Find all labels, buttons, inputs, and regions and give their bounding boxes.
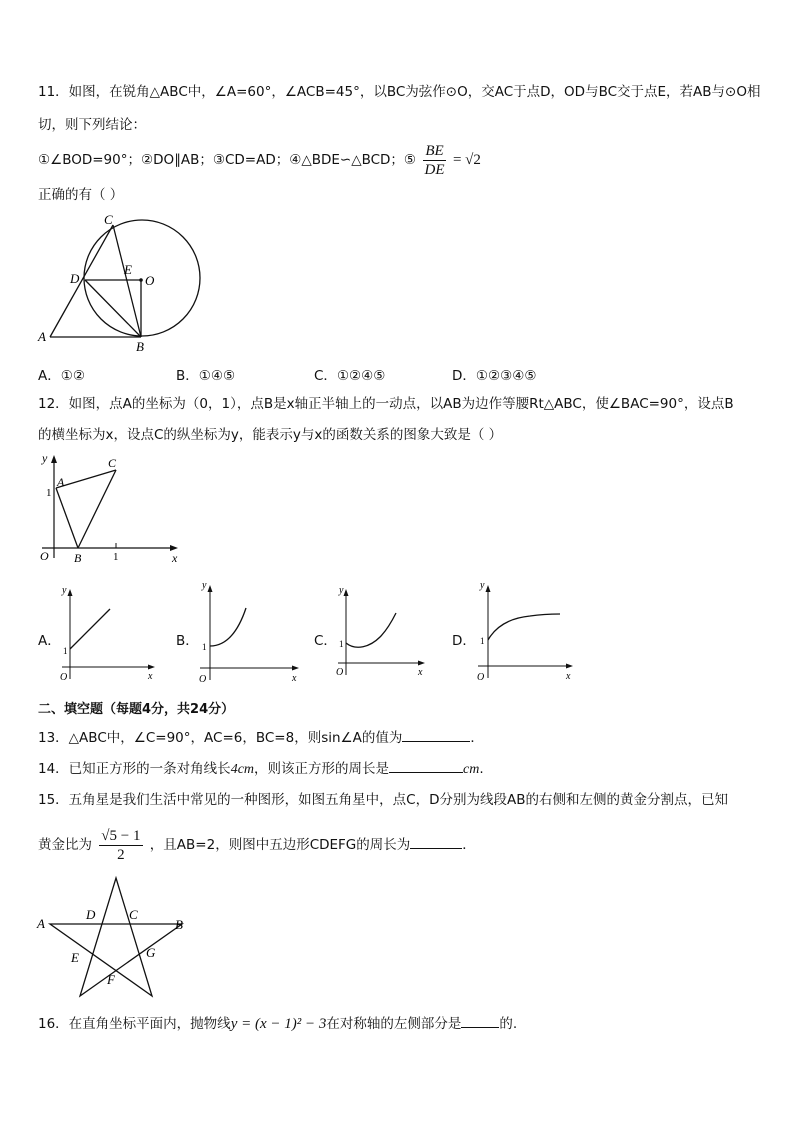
q12-label-C: C	[108, 456, 117, 470]
q11-frac-rhs: = √2	[452, 152, 481, 168]
q15-star	[50, 878, 182, 996]
q12-text-line2: 的横坐标为x，设点C的纵坐标为y，能表示y与x的函数关系的图象大致是（ ）	[38, 427, 503, 443]
q14-end: .	[479, 761, 484, 777]
q11-frac-num: BE	[425, 142, 444, 159]
q11-text-line1: 11．如图，在锐角△ABC中，∠A=60°，∠ACB=45°，以BC为弦作⊙O，交AC于点D，OD与BC交于点E，若AB与⊙O相	[38, 84, 761, 100]
q14-pre: 14．已知正方形的一条对角线长	[38, 761, 231, 777]
q11-label-B: B	[136, 339, 144, 354]
q14-answer-blank[interactable]	[389, 758, 463, 773]
svg-text:O: O	[199, 674, 207, 685]
q15-star-figure	[34, 872, 194, 1002]
q11-label-D: D	[70, 271, 80, 286]
q16-end: 的.	[499, 1016, 518, 1032]
q11-option-d-text: ①②③④⑤	[475, 368, 537, 384]
q15-answer-blank[interactable]	[410, 834, 462, 849]
svg-text:1: 1	[202, 642, 207, 652]
svg-text:O: O	[336, 667, 344, 678]
q11-circle	[84, 220, 200, 336]
q15-label-D: D	[86, 907, 96, 922]
q12-option-a-curve	[70, 609, 110, 649]
q12-option-b-curve	[210, 608, 246, 646]
svg-text:y: y	[480, 580, 485, 591]
q11-option-c-letter: C．	[314, 368, 337, 384]
q16-post: 在对称轴的左侧部分是	[326, 1016, 462, 1032]
q13-line	[38, 727, 484, 747]
q12-option-b-graph[interactable]	[196, 580, 304, 688]
q11-center-dot	[139, 278, 143, 282]
q12-label-B: B	[74, 551, 82, 565]
q12-y-arrow	[51, 455, 57, 463]
q16-formula: y = (x − 1)² − 3	[230, 1016, 327, 1032]
q15-label-A: A	[37, 916, 45, 931]
svg-text:1: 1	[339, 639, 344, 649]
q11-segment-AC	[50, 225, 113, 337]
q12-option-a-letter[interactable]: A．	[38, 633, 61, 649]
q12-option-d-curve	[488, 614, 560, 640]
svg-text:x: x	[292, 673, 297, 684]
q11-option-d-letter: D．	[452, 368, 476, 384]
q14-length: 4cm	[230, 762, 255, 777]
q12-option-b-letter[interactable]: B．	[176, 633, 199, 649]
q12-label-x: x	[172, 551, 178, 565]
q11-segment-CB	[113, 225, 141, 337]
q14-unit: cm	[463, 762, 480, 777]
q15-text-line1: 15．五角星是我们生活中常见的一种图形，如图五角星中，点C，D分别为线段AB的右侧和左侧的黄金分割点，已知	[38, 792, 728, 808]
q13-text: 13．△ABC中，∠C=90°，AC=6，BC=8，则sin∠A的值为	[38, 730, 403, 746]
q11-option-c-text: ①②④⑤	[336, 368, 386, 384]
q11-option-a[interactable]	[38, 364, 85, 384]
svg-text:y: y	[62, 585, 67, 596]
q11-option-b-text: ①④⑤	[198, 368, 236, 384]
q11-label-O: O	[145, 273, 155, 288]
q12-figure	[32, 450, 192, 570]
q15-line2-post: ，且AB=2，则图中五边形CDEFG的周长为	[149, 837, 411, 853]
q14-line	[38, 758, 484, 779]
q16-line	[38, 1013, 517, 1033]
q12-option-c-letter[interactable]: C．	[314, 633, 337, 649]
q15-line2-pre: 黄金比为	[38, 837, 92, 853]
q15-line2	[38, 824, 476, 866]
q12-option-c-curve	[346, 613, 396, 647]
q11-label-A: A	[38, 329, 46, 344]
q12-segment-AC	[56, 470, 116, 488]
svg-text:x: x	[148, 671, 153, 682]
svg-text:x: x	[566, 671, 571, 682]
q15-label-B: B	[175, 917, 183, 932]
q12-segment-AB	[56, 488, 78, 548]
q15-fraction	[99, 827, 142, 864]
q11-conclusions-text: ①∠BOD=90°；②DO∥AB；③CD=AD；④△BDE∽△BCD；⑤	[38, 152, 417, 168]
q12-label-1x: 1	[113, 551, 119, 563]
q11-label-C: C	[104, 212, 113, 227]
q15-label-E: E	[71, 950, 79, 965]
q12-option-d-graph[interactable]	[474, 580, 578, 688]
q11-label-E: E	[124, 262, 132, 277]
q11-option-b-letter: B．	[176, 368, 199, 384]
q11-fraction	[423, 142, 445, 179]
q16-pre: 16．在直角坐标平面内，抛物线	[38, 1016, 231, 1032]
svg-text:O: O	[477, 672, 485, 683]
q11-option-d[interactable]	[452, 364, 536, 384]
svg-text:1: 1	[63, 646, 68, 656]
svg-text:y: y	[202, 580, 207, 591]
q15-frac-num: √5 − 1	[101, 827, 141, 844]
q11-figure	[30, 210, 210, 355]
q11-option-a-text: ①②	[60, 368, 85, 384]
q12-text-line1: 12．如图，点A的坐标为（0，1），点B是x轴正半轴上的一动点，以AB为边作等腰Rt△ABC，使∠BAC=90°，设点B	[38, 396, 734, 412]
svg-text:x: x	[418, 667, 423, 678]
q15-end: ．	[462, 837, 476, 853]
q15-label-C: C	[129, 907, 138, 922]
q13-end: ．	[470, 730, 484, 746]
q16-answer-blank[interactable]	[461, 1013, 499, 1028]
q11-option-b[interactable]	[176, 364, 235, 384]
q12-label-1y: 1	[46, 487, 52, 499]
q11-option-a-letter: A．	[38, 368, 61, 384]
q11-option-c[interactable]	[314, 364, 385, 384]
q15-frac-den: 2	[117, 846, 125, 863]
q13-answer-blank[interactable]	[402, 727, 470, 742]
svg-text:y: y	[339, 585, 344, 596]
q15-label-F: F	[107, 972, 115, 987]
svg-text:O: O	[60, 672, 68, 683]
q15-label-G: G	[146, 945, 156, 960]
svg-text:1: 1	[480, 636, 485, 646]
q11-conclusions	[38, 141, 481, 179]
q12-segment-BC	[78, 470, 116, 548]
q11-prompt: 正确的有（ ）	[38, 187, 124, 203]
q12-label-y: y	[42, 451, 48, 465]
q12-option-a-graph[interactable]	[58, 585, 158, 685]
q11-text-line2: 切，则下列结论：	[38, 117, 146, 133]
q14-post: ，则该正方形的周长是	[254, 761, 390, 777]
q12-option-c-graph[interactable]	[334, 585, 430, 685]
q11-frac-den: DE	[424, 161, 445, 178]
section-fill-in-title: 二、填空题（每题4分，共24分）	[38, 702, 235, 717]
q12-label-A: A	[57, 475, 65, 489]
q12-option-d-letter[interactable]: D．	[452, 633, 476, 649]
q12-label-O: O	[40, 549, 49, 563]
